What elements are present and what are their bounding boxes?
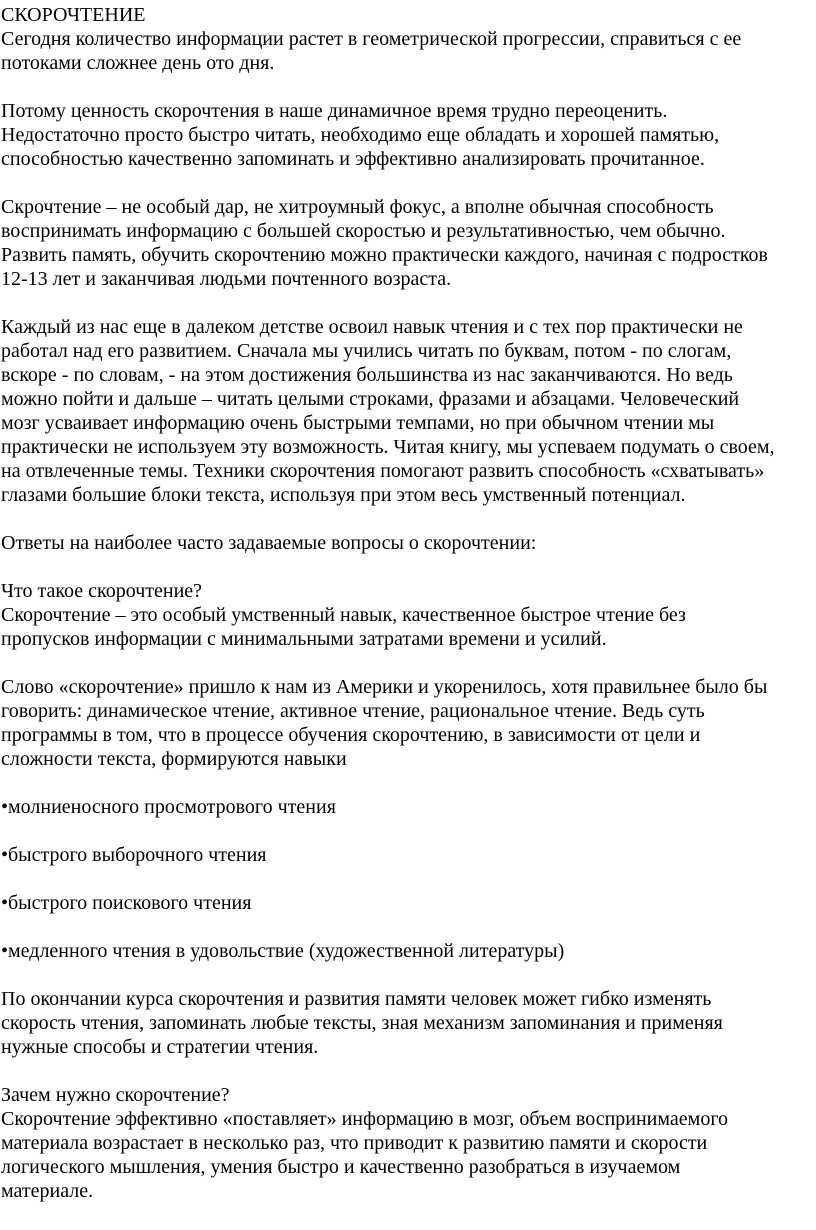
paragraph-gap — [1, 171, 816, 195]
question-why: Зачем нужно скорочтение? Скорочтение эффективно «поставляет» информацию в мозг, объем воспринимаемого материала возрастает в несколько раз, что приводит к развитию памяти и скорости логического мышления, умения быстро и качественно разобраться в изучаемом материале. — [1, 1084, 729, 1202]
value-paragraph: Потому ценность скорочтения в наше динамичное время трудно переоценить. Недостаточно просто быстро читать, необходимо еще обладать и хорошей памятью, способностью качественно запоминать и эффективно анализировать прочитанное. — [1, 100, 720, 170]
paragraph-gap — [1, 507, 816, 531]
bullet-item: •быстрого выборочного чтения — [1, 844, 267, 866]
paragraph-gap — [1, 1059, 816, 1083]
paragraph-gap — [1, 819, 816, 843]
paragraph-gap — [1, 771, 816, 795]
paragraph-gap — [1, 555, 816, 579]
bullet-item: •молниеносного просмотрового чтения — [1, 796, 336, 818]
faq-intro: Ответы на наиболее часто задаваемые вопросы о скорочтении: — [1, 532, 537, 554]
paragraph-gap — [1, 867, 816, 891]
childhood-paragraph: Каждый из нас еще в далеком детстве освоил навык чтения и с тех пор практически не работал над его развитием. Сначала мы учились читать по буквам, потом - по слогам, вскоре - по словам, - на этом достижения большинства из нас заканчиваются. Но ведь можно пойти и дальше – читать целыми строками, фразами и абзацами. Человеческий мозг усваивает информацию очень быстрыми темпами, но при обычном чтении мы практически не используем эту возможность. Читая книгу, мы успеваем подумать о своем, на отвлеченные темы. Техники скорочтения помогают развить способность «схватывать» глазами большие блоки текста, используя при этом весь умственный потенциал. — [1, 316, 775, 506]
course-paragraph: По окончании курса скорочтения и развития памяти человек может гибко изменять скорость чтения, запоминать любые тексты, зная механизм запоминания и применяя нужные способы и стратегии чтения. — [1, 988, 723, 1058]
question-what-is: Что такое скорочтение? Скорочтение – это особый умственный навык, качественное быстрое чтение без пропусков информации с минимальными затратами времени и усилий. — [1, 580, 686, 650]
paragraph-gap — [1, 963, 816, 987]
paragraph-gap — [1, 75, 816, 99]
paragraph-gap — [1, 915, 816, 939]
intro-paragraph: Сегодня количество информации растет в геометрической прогрессии, справиться с ее потоками сложнее день ото дня. — [1, 28, 742, 74]
bullet-item: •быстрого поискового чтения — [1, 892, 252, 914]
document-title: СКОРОЧТЕНИЕ — [1, 4, 146, 26]
paragraph-gap — [1, 651, 816, 675]
paragraph-gap — [1, 291, 816, 315]
gift-paragraph: Скрочтение – не особый дар, не хитроумный фокус, а вполне обычная способность воспринимать информацию с большей скоростью и результативностью, чем обычно. Развить память, обучить скорочтению можно практически каждого, начиная с подростков 12-13 лет и заканчивая людьми почтенного возраста. — [1, 196, 768, 290]
word-origin-paragraph: Слово «скорочтение» пришло к нам из Америки и укоренилось, хотя правильнее было бы говорить: динамическое чтение, активное чтение, рациональное чтение. Ведь суть программы в том, что в процессе обучения скорочтению, в зависимости от цели и сложности текста, формируются навыки — [1, 676, 768, 770]
bullet-item: •медленного чтения в удовольствие (художественной литературы) — [1, 940, 565, 962]
